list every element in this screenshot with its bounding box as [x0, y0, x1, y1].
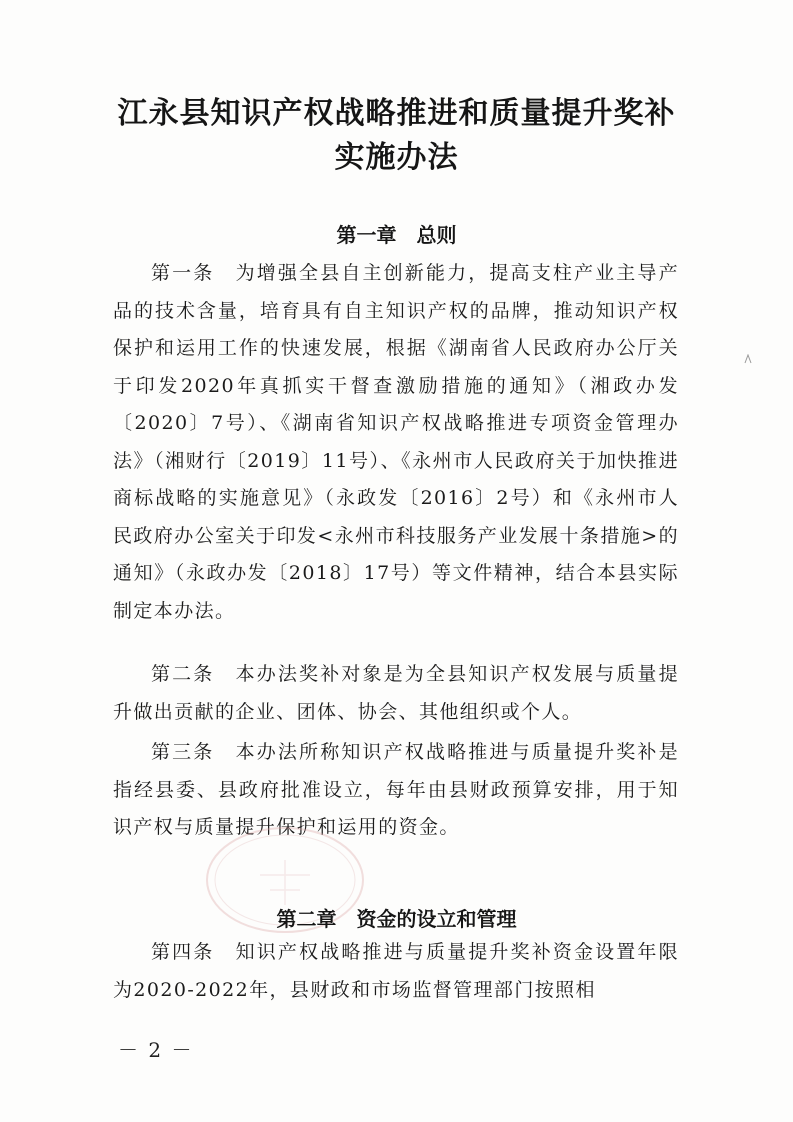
page-number: － 2 －	[118, 1038, 194, 1062]
document-title-line1: 江永县知识产权战略推进和质量提升奖补	[117, 96, 676, 131]
scan-speck	[744, 354, 752, 364]
article-2: 第二条 本办法奖补对象是为全县知识产权发展与质量提升做出贡献的企业、团体、协会、其他组织或个人。	[113, 663, 679, 723]
article-1: 第一条 为增强全县自主创新能力，提高支柱产业主导产品的技术含量，培育具有自主知识产权的品牌，推动知识产权保护和运用工作的快速发展，根据《湖南省人民政府办公厅关于印发2020年真抓实干督查激励措施的通知》（湘政办发〔2020〕7号）、《湖南省知识产权战略推进专项资金管理办法》（湘财行〔2019〕11号）、《永州市人民政府关于加快推进商标战略的实施意见》（永政发〔2016〕2号）和《永州市人民政府办公室关于印发<永州市科技服务产业发展十条措施>的通知》（永政办发〔2018〕17号）等文件精神，结合本县实际制定本办法。	[113, 262, 679, 622]
article-4: 第四条 知识产权战略推进与质量提升奖补资金设置年限为2020-2022年，县财政和市场监督管理部门按照相	[113, 941, 679, 1001]
document-title-line2: 实施办法	[334, 140, 459, 175]
chapter-1-heading: 第一章 总则	[336, 223, 457, 247]
chapter-2-heading: 第二章 资金的设立和管理	[276, 907, 517, 931]
article-3: 第三条 本办法所称知识产权战略推进与质量提升奖补是指经县委、县政府批准设立，每年由县财政预算安排，用于知识产权与质量提升保护和运用的资金。	[113, 741, 679, 838]
